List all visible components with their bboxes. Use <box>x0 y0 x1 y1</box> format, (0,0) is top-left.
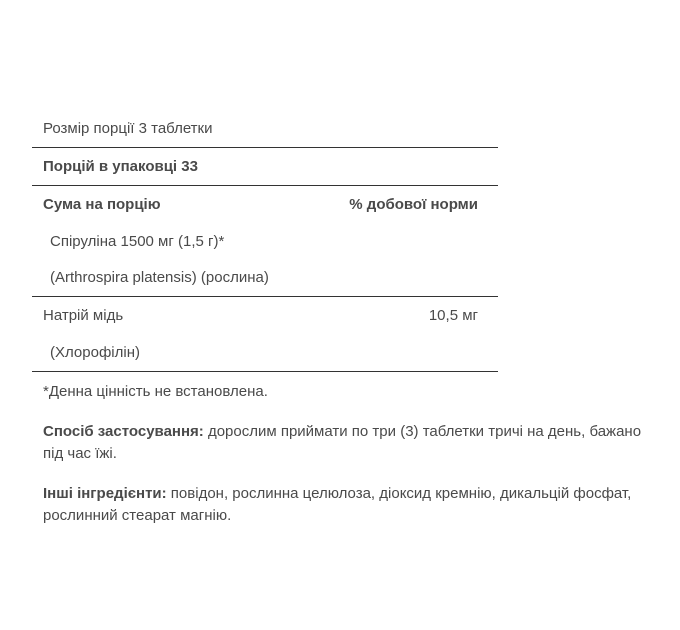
supplement-facts-table <box>32 110 498 412</box>
ingredient-name: Натрій мідь <box>43 307 124 324</box>
ingredient-name: Спіруліна 1500 мг (1,5 г)* <box>50 233 225 250</box>
other-ingredients-paragraph <box>43 483 653 527</box>
other-ingredients-text: повідон, рослинна целюлоза, діоксид кремнію, дикальцій фосфат, рослинний стеарат магнію. <box>43 485 632 524</box>
nutrient-row <box>32 297 498 335</box>
ingredient-detail: (Хлорофілін) <box>50 344 140 361</box>
usage-label: Спосіб застосування: <box>43 423 204 440</box>
footnote: *Денна цінність не встановлена. <box>32 371 498 412</box>
amount-per-serving-header: Сума на порцію <box>43 196 161 213</box>
ingredient-detail: (Arthrospira platensis) (рослина) <box>50 269 269 286</box>
usage-text: дорослим приймати по три (3) таблетки тричі на день, бажано під час їжі. <box>43 423 642 462</box>
ingredient-amount: 10,5 мг <box>428 307 478 324</box>
servings-per-container: Порцій в упаковці 33 <box>32 148 498 186</box>
other-ingredients-label: Інші інгредієнти: <box>43 485 167 502</box>
table-header-row <box>32 186 498 224</box>
usage-paragraph <box>43 421 653 465</box>
daily-value-header: % добової норми <box>349 196 478 213</box>
serving-size: Розмір порції 3 таблетки <box>32 110 498 148</box>
